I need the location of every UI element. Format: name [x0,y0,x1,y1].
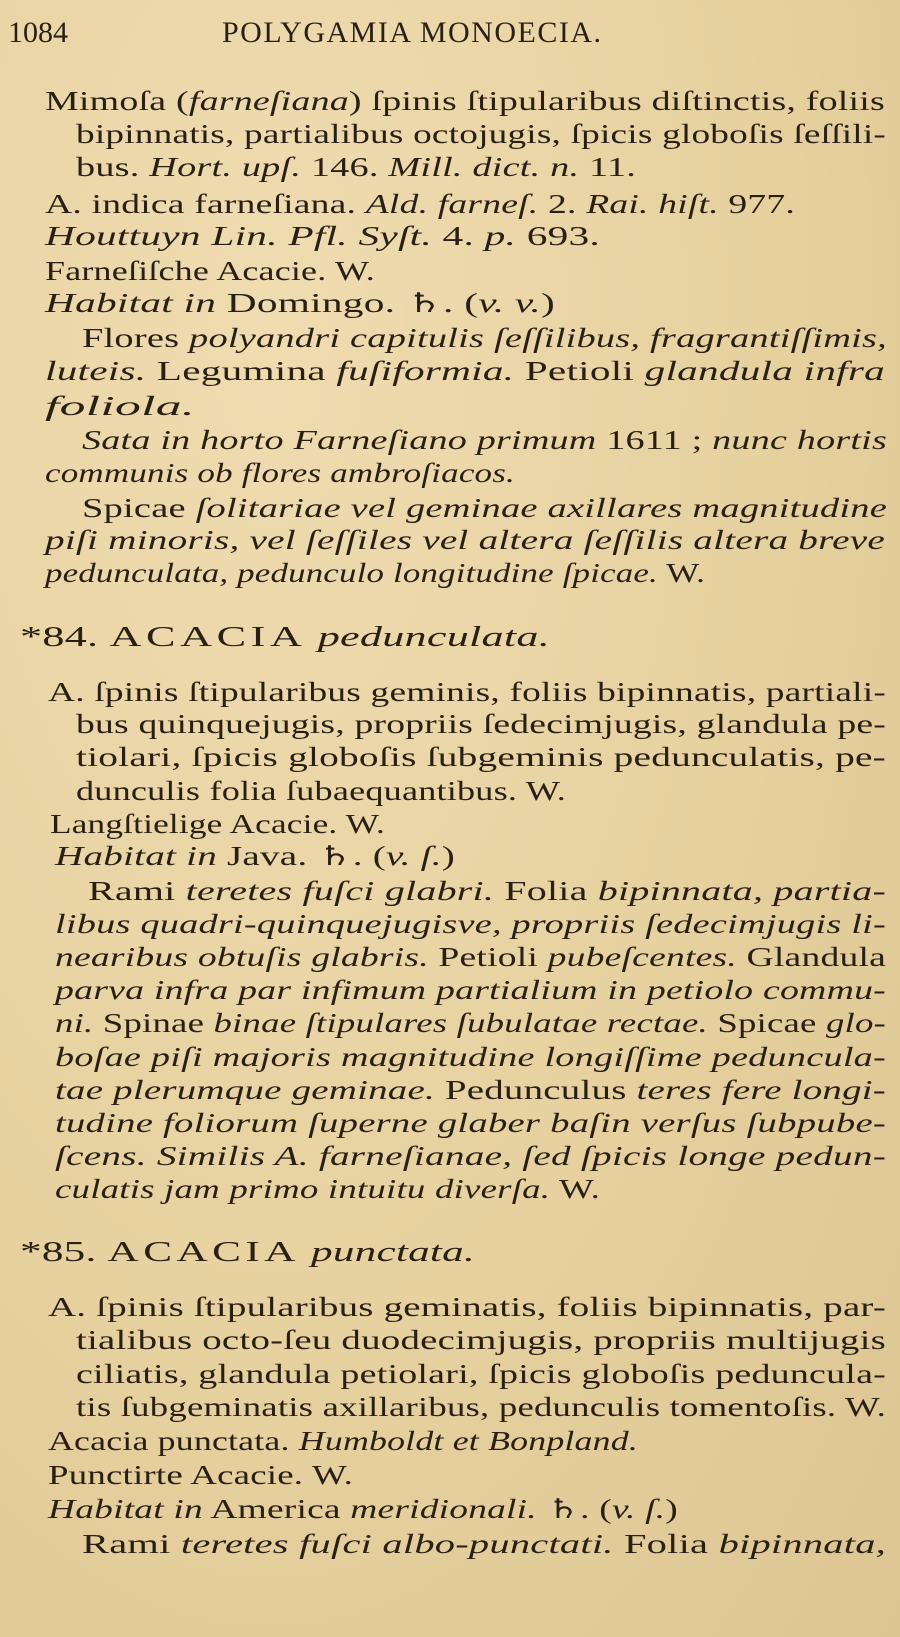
text-run: Java. ♄. ( [216,841,386,871]
text-line [55,908,886,941]
text-line [76,118,886,151]
text-run: ) ſpinis ſtipularibus diſtinctis, foliis [348,86,886,116]
text-run: A. ſpinis ſtipularibus geminatis, foliis bipinnatis, par- [48,1292,886,1322]
text-run: glandula infra [644,356,885,386]
text-line [55,1074,886,1107]
text-run: bus quinquejugis, propriis ſedecimjugis, glandula pe- [76,709,886,739]
text-line [76,1391,886,1424]
text-run: Spicae [82,493,196,523]
text-run: 4. [431,221,485,251]
genus-name: ACACIA [107,1236,300,1268]
text-run: bus. [76,152,150,182]
text-run: 693. [516,221,600,251]
text-line [48,1493,678,1526]
text-run: boſae piſi majoris magnitudine longiſſime peduncula- [55,1042,887,1072]
text-line [48,1291,886,1324]
text-run: Humboldt et Bonpland. [298,1426,638,1456]
text-run: meridionali. [350,1494,537,1524]
running-title: POLYGAMIA MONOECIA. [222,16,603,49]
text-run: teres fere longi- [636,1075,886,1105]
text-run: tialibus octo-ſeu duodecimjugis, propriis multijugis [76,1325,886,1355]
text-run: Mimoſa ( [45,86,189,116]
text-run: Folia [494,876,598,906]
text-run: binae ſtipulares ſubulatae rectae. [213,1008,708,1038]
text-run: Domingo. ♄. ( [216,288,479,318]
text-run: Mill. dict. n. [388,152,580,182]
text-line [76,1358,886,1391]
text-run: ) [665,1494,678,1524]
text-run: Farneſiſche Acacie. W. [45,256,375,286]
text-run: pedunculata. [317,621,550,653]
text-line [48,1425,638,1458]
text-line [55,941,886,974]
text-run: ſolitariae vel geminae axillares magnitudine [195,493,887,523]
text-run: Habitat in [48,1494,203,1524]
text-line [76,741,886,774]
text-run: tae plerumque geminae. [55,1075,435,1105]
text-run: Legumina [146,356,337,386]
text-run: tis ſubgeminatis axillaribus, pedunculis tomentoſis. W. [76,1392,886,1422]
text-run: ſcens. Similis A. farneſianae, ſed ſpicis longe pedun- [55,1141,886,1171]
text-run: 146. [301,152,389,182]
text-run: foliola. [45,391,195,421]
text-run: punctata. [310,1236,475,1268]
text-line [88,875,886,908]
text-run: Rai. hiſt. [586,189,719,219]
text-run: ) [540,288,555,318]
text-run: Hort. upſ. [149,152,302,182]
text-run: Spicae [707,1008,826,1038]
text-line [76,775,566,808]
text-line [55,840,455,873]
text-line [45,255,375,288]
text-line [45,390,195,423]
page-number: 1084 [8,16,68,49]
text-run: nearibus obtuſis glabris. [55,942,429,972]
text-run: farneſiana [188,86,349,116]
text-run: W. [657,558,705,588]
text-run: 2. [538,189,587,219]
text-line [45,557,705,590]
text-line [82,424,887,457]
text-run: Glandula [736,942,886,972]
text-line [82,322,887,355]
text-run: nunc hortis [712,425,887,455]
text-run: v. v. [478,288,541,318]
text-run: Rami [82,1529,181,1559]
text-run: polyandri capitulis ſeſſilibus, fragrantiſſimis, [189,323,887,353]
text-run: glo- [825,1008,886,1038]
text-line [45,457,515,490]
text-run: ) [441,841,455,871]
text-line [45,524,885,557]
text-run: communis ob flores ambroſiacos. [45,458,515,488]
text-line [48,676,886,709]
text-run: Spinae [93,1008,214,1038]
text-line [82,492,887,525]
text-run: *85. [20,1236,108,1268]
text-run: teretes fuſci albo-punctati. [180,1529,614,1559]
text-run: pedunculata, pedunculo longitudine ſpicae. [45,558,658,588]
text-run: Pedunculus [434,1075,637,1105]
text-run: v. ſ. [611,1494,666,1524]
text-line [55,974,886,1007]
text-run: Ald. farneſ. [365,189,539,219]
text-run: 977. [718,189,795,219]
text-run: Folia [613,1529,719,1559]
text-run: W. [550,1174,600,1204]
text-line [48,1459,353,1492]
text-run: v. ſ. [385,841,442,871]
text-line [50,808,385,841]
text-line [45,188,795,221]
text-run [300,1236,311,1268]
text-run: Punctirte Acacie. W. [48,1460,353,1490]
text-run: Petioli [514,356,645,386]
text-run: 1611 ; [596,425,713,455]
species-heading [20,621,550,654]
text-run: ♄. ( [536,1494,612,1524]
text-run: dunculis folia ſubaequantibus. W. [76,776,566,806]
text-run: pubeſcentes. [547,942,737,972]
text-line [82,1528,886,1561]
text-run: bipinnatis, partialibus octojugis, ſpicis globoſis ſeſſili- [76,119,886,149]
text-run: Rami [88,876,186,906]
text-line [45,355,885,388]
text-run: libus quadri-quinquejugisve, propriis ſedecimjugis li- [55,909,886,939]
text-run: Sata in horto Farneſiano primum [82,425,597,455]
text-line [55,1107,886,1140]
text-line [55,1007,886,1040]
text-line [55,1041,886,1074]
text-line [55,1140,886,1173]
text-line [45,220,600,253]
species-heading [20,1236,475,1269]
text-line [76,1324,886,1357]
text-run: Houttuyn Lin. Pfl. Syſt. [45,221,432,251]
text-line [45,85,885,118]
text-run: Habitat in [55,841,217,871]
text-run: Acacia punctata. [48,1426,299,1456]
text-run: parva infra par infimum partialium in petiolo commu- [55,975,886,1005]
text-run: A. ſpinis ſtipularibus geminis, foliis bipinnatis, partiali- [48,677,886,707]
text-run: culatis jam primo intuitu diverſa. [55,1174,551,1204]
text-run: piſi minoris, vel ſeſſiles vel altera ſeſſilis altera breve [45,525,885,555]
text-run: ni. [55,1008,94,1038]
text-line [55,1173,600,1206]
text-line [76,151,636,184]
text-run: Petioli [428,942,548,972]
text-run: *84. [20,621,110,653]
text-run: tudine foliorum ſuperne glaber baſin verſus ſubpube- [55,1108,886,1138]
text-run: Flores [82,323,190,353]
text-run: luteis. [45,356,147,386]
text-run: America [202,1494,351,1524]
text-run: bipinnata, partia- [597,876,886,906]
text-run: tiolari, ſpicis globoſis ſubgeminis pedunculatis, pe- [76,742,886,772]
text-run: 11. [579,152,636,182]
page-header [0,16,900,56]
text-run: Langſtielige Acacie. W. [50,809,385,839]
text-run: ciliatis, glandula petiolari, ſpicis globoſis peduncula- [76,1359,886,1389]
text-run: teretes fuſci glabri. [185,876,495,906]
text-run: p. [484,221,517,251]
text-run: Habitat in [45,288,217,318]
text-run: A. indica farneſiana. [45,189,366,219]
genus-name: ACACIA [109,621,307,653]
text-run [306,621,317,653]
text-run: bipinnata, [718,1529,887,1559]
text-run: fuſiformia. [336,356,515,386]
text-line [45,287,555,320]
text-line [76,708,886,741]
